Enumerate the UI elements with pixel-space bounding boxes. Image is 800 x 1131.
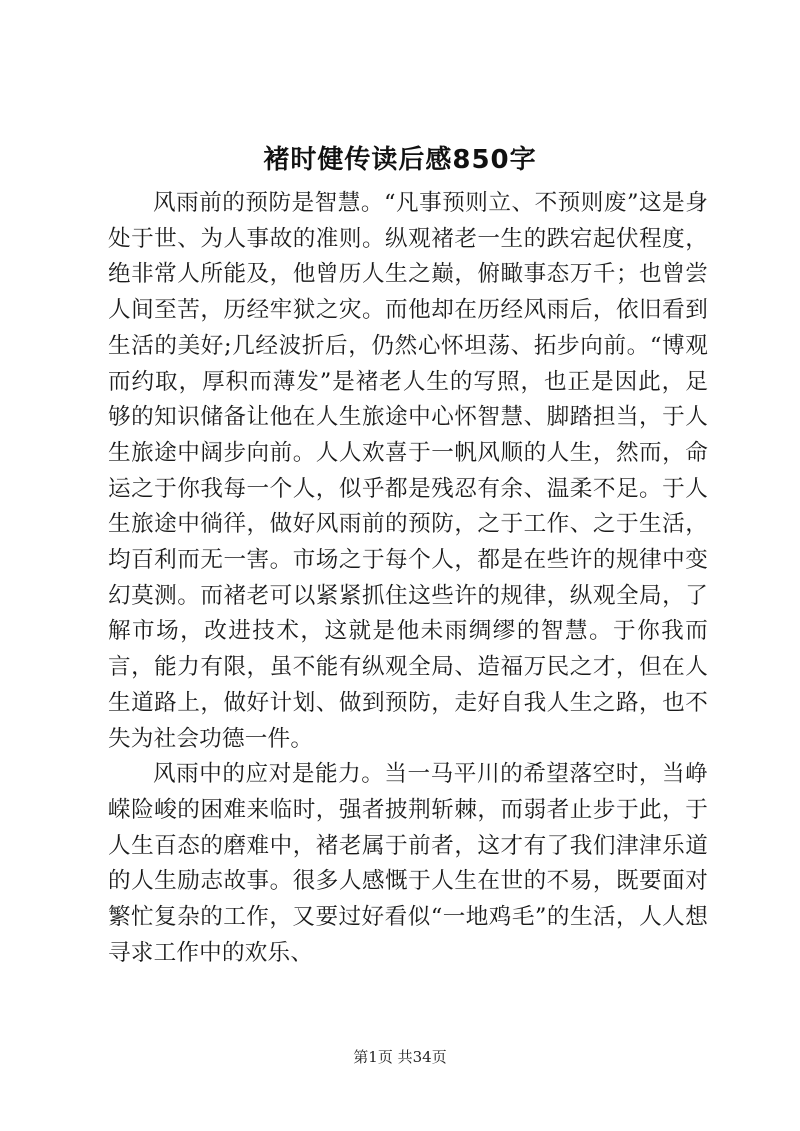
paragraph-1: 风雨前的预防是智慧。“凡事预则立、不预则废”这是身处于世、为人事故的准则。纵观褚老一生的跌宕起伏程度，绝非常人所能及，他曾历人生之巅，俯瞰事态万千；也曾尝人间至苦，历经牢狱之灾。而他却在历经风雨后，依旧看到生活的美好;几经波折后，仍然心怀坦荡、拓步向前。“博观而约取，厚积而薄发”是褚老人生的写照，也正是因此，足够的知识储备让他在人生旅途中心怀智慧、脚踏担当，于人生旅途中阔步向前。人人欢喜于一帆风顺的人生，然而，命运之于你我每一个人，似乎都是残忍有余、温柔不足。于人生旅途中徜徉，做好风雨前的预防，之于工作、之于生活，均百利而无一害。市场之于每个人，都是在些许的规律中变幻莫测。而褚老可以紧紧抓住这些许的规律，纵观全局，了解市场，改进技术，这就是他未雨绸缪的智慧。于你我而言，能力有限，虽不能有纵观全局、造福万民之才，但在人生道路上，做好计划、做到预防，走好自我人生之路，也不失为社会功德一件。: [108, 190, 708, 752]
document-body: [108, 186, 708, 971]
paragraph-2: 风雨中的应对是能力。当一马平川的希望落空时，当峥嵘险峻的困难来临时，强者披荆斩棘，而弱者止步于此，于人生百态的磨难中，褚老属于前者，这才有了我们津津乐道的人生励志故事。很多人感慨于人生在世的不易，既要面对繁忙复杂的工作，又要过好看似“一地鸡毛”的生活，人人想寻求工作中的欢乐、: [108, 761, 708, 966]
page-footer: 第1页 共34页: [353, 1048, 447, 1066]
document-title: 褚时健传读后感850字: [263, 145, 537, 175]
